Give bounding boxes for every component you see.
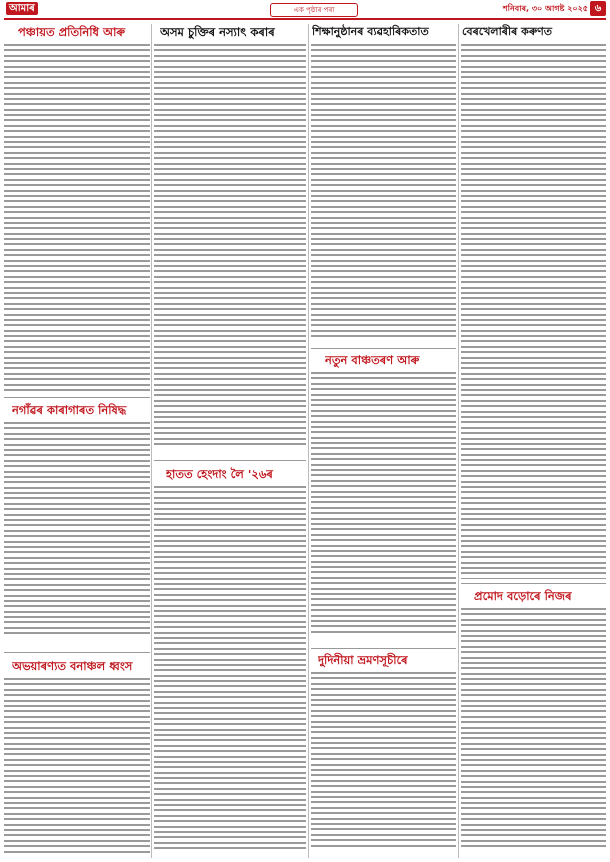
article-divider bbox=[461, 583, 606, 584]
article-body-panchayat bbox=[4, 44, 150, 394]
headline-bajar: নতুন বাঞ্চতৰণ আৰু bbox=[325, 353, 420, 367]
page-number: ৬ bbox=[590, 1, 606, 16]
article-divider bbox=[311, 348, 456, 349]
article-body-abhayaranya bbox=[4, 678, 150, 858]
headline-panchayat: পঞ্চায়ত প্ৰতিনিধি আৰু bbox=[18, 25, 126, 39]
article-divider bbox=[4, 397, 150, 398]
article-divider bbox=[154, 460, 306, 461]
newspaper-logo: আমাৰ bbox=[6, 2, 38, 15]
article-divider bbox=[311, 648, 456, 649]
column-divider bbox=[458, 24, 459, 858]
article-body-education bbox=[311, 44, 456, 344]
headline-nagaon: নগাঁৱৰ কাৰাগাৰত নিষিদ্ধ bbox=[12, 403, 127, 417]
article-body-haflong bbox=[154, 486, 306, 858]
headline-assam-accord: অসম চুক্তিৰ নস্যাৎ কৰাৰ bbox=[160, 25, 275, 39]
headline-pramod: প্ৰমোদ বড়োৰে নিজৰ bbox=[474, 589, 572, 603]
headline-haflong: হাতত হেংদাং লৈ '২৬ৰ bbox=[166, 467, 273, 481]
dateline: শনিবাৰ, ৩০ আগষ্ট ২০২৫ bbox=[502, 4, 588, 13]
masthead-rule bbox=[4, 18, 606, 20]
article-body-dudhnoi bbox=[311, 672, 456, 858]
column-divider bbox=[308, 24, 309, 858]
headline-dudhnoi: দুদিনীয়া ভ্ৰমণসূচীৰে bbox=[318, 653, 408, 667]
article-body-bajar bbox=[311, 372, 456, 644]
column-divider bbox=[151, 24, 152, 858]
headline-berkhelakabi: বেৰখেলাৰীৰ কৰুণত bbox=[462, 25, 553, 38]
article-body-assam-accord bbox=[154, 44, 306, 454]
headline-education: শিক্ষানুষ্ঠানৰ ব্যৱহাৰিকতাত bbox=[312, 25, 429, 38]
article-body-berkhelakabi bbox=[461, 44, 606, 579]
article-body-pramod bbox=[461, 608, 606, 858]
headline-abhayaranya: অভয়াৰণ্যত বনাঞ্চল ধ্বংস bbox=[12, 659, 133, 673]
article-body-nagaon bbox=[4, 422, 150, 648]
section-tag: এক পৃষ্ঠাৰ পৰা bbox=[270, 3, 358, 17]
masthead bbox=[0, 0, 610, 18]
article-divider bbox=[4, 652, 150, 653]
